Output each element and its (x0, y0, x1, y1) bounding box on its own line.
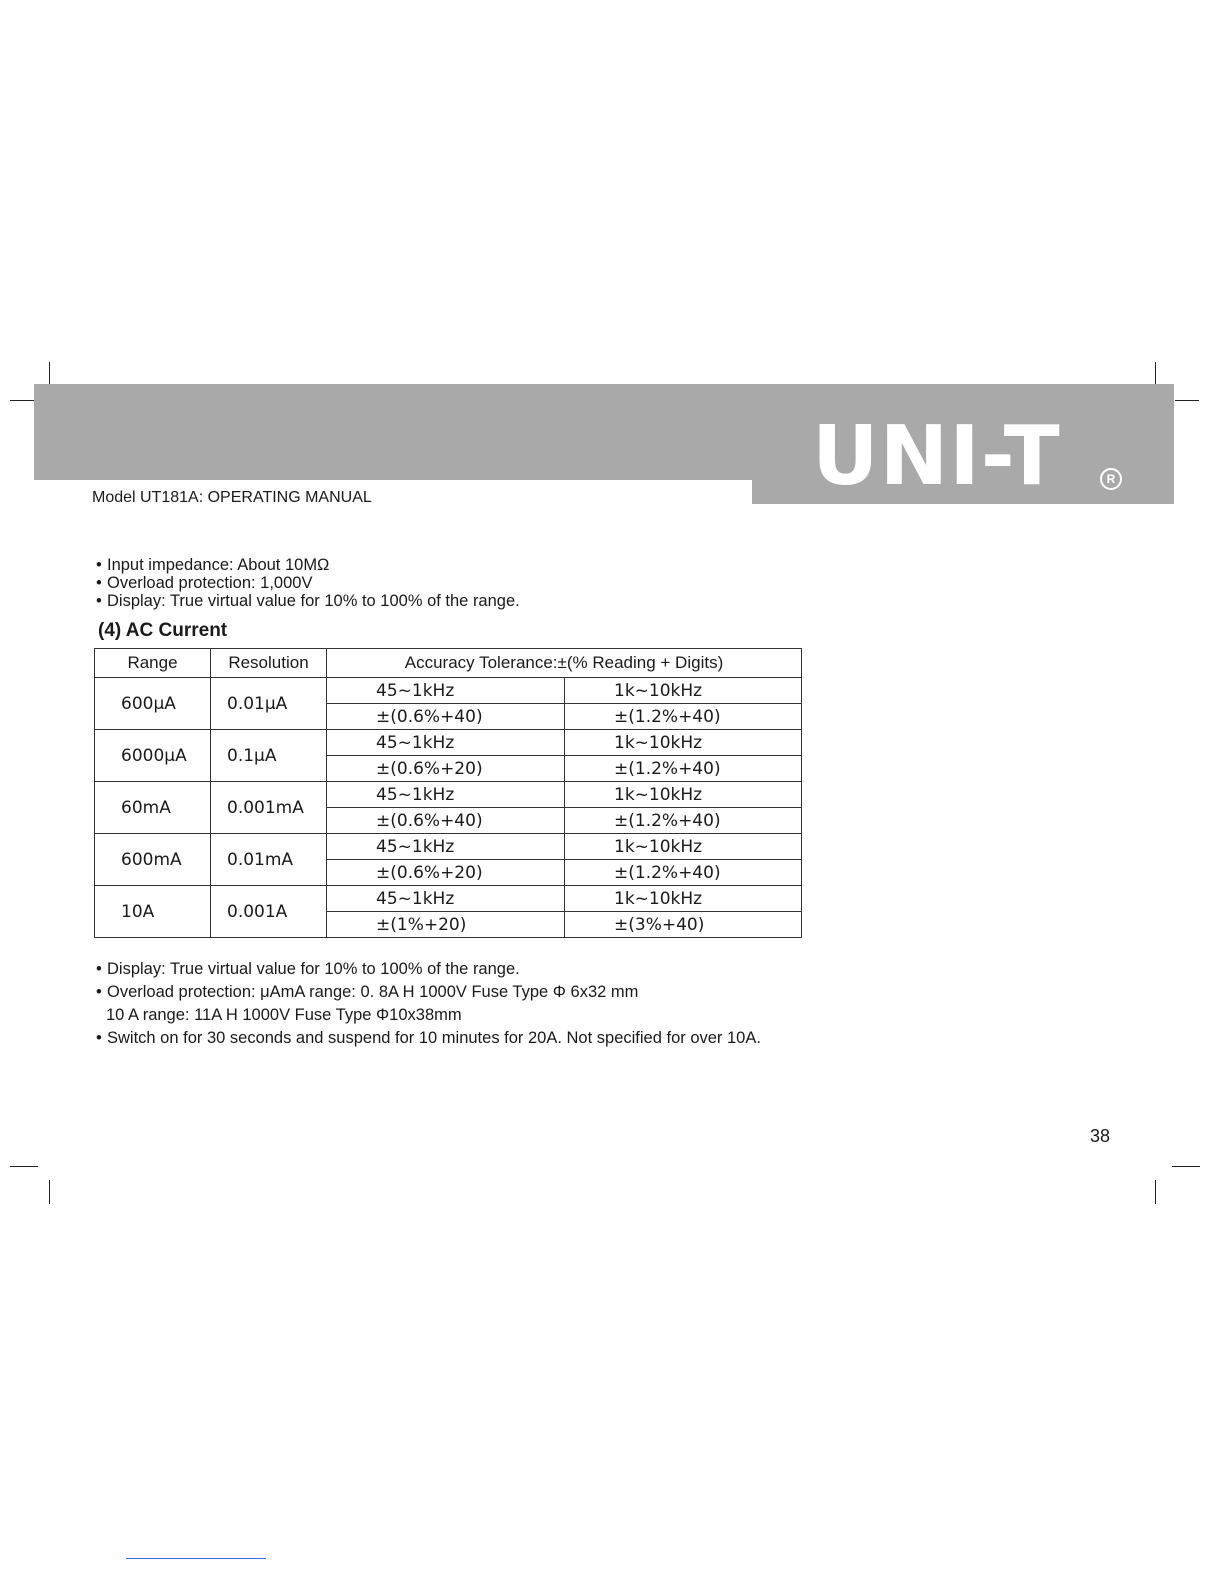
resolution-cell: 0.01μA (211, 678, 327, 730)
table-row (95, 834, 802, 860)
accuracy-cell: ±(1%+20) (327, 912, 565, 938)
accuracy-cell: ±(3%+40) (565, 912, 802, 938)
bullet-item: • Display: True virtual value for 10% to 100% of the range. (96, 960, 520, 978)
accuracy-cell: ±(0.6%+20) (327, 756, 565, 782)
resolution-cell: 0.001mA (211, 782, 327, 834)
footer-link-rule (126, 1558, 266, 1559)
crop-mark (49, 362, 50, 384)
freq-cell: 45~1kHz (327, 782, 565, 808)
resolution-cell: 0.01mA (211, 834, 327, 886)
accuracy-cell: ±(0.6%+40) (327, 704, 565, 730)
table-row (95, 730, 802, 756)
ac-current-table (94, 648, 802, 938)
range-cell: 60mA (95, 782, 211, 834)
bullet-continuation: 10 A range: 11A H 1000V Fuse Type Φ10x38mm (106, 1006, 462, 1024)
crop-mark (1155, 1180, 1156, 1204)
freq-cell: 1k~10kHz (565, 834, 802, 860)
brand-logo: UNI-T (812, 409, 1061, 504)
accuracy-cell: ±(1.2%+40) (565, 704, 802, 730)
notes-list (96, 958, 761, 1050)
freq-cell: 45~1kHz (327, 678, 565, 704)
bullet-item: • Switch on for 30 seconds and suspend for 10 minutes for 20A. Not specified for over 10A. (96, 1029, 761, 1047)
header-resolution: Resolution (211, 649, 327, 678)
page-number: 38 (1090, 1126, 1111, 1146)
registered-mark: R (1100, 468, 1122, 490)
table-header-row (95, 649, 802, 678)
crop-mark (1175, 400, 1199, 401)
range-cell: 600μA (95, 678, 211, 730)
bullet-item: • Input impedance: About 10MΩ (96, 556, 330, 574)
crop-mark (1155, 362, 1156, 384)
header-accuracy: Accuracy Tolerance:±(% Reading + Digits) (327, 649, 802, 678)
table-row (95, 782, 802, 808)
resolution-cell: 0.001A (211, 886, 327, 938)
crop-mark (10, 400, 34, 401)
crop-mark (49, 1180, 50, 1204)
model-line: Model UT181A: OPERATING MANUAL (92, 489, 372, 506)
crop-mark (10, 1166, 38, 1167)
bullet-item: • Display: True virtual value for 10% to 100% of the range. (96, 592, 520, 610)
accuracy-cell: ±(0.6%+20) (327, 860, 565, 886)
freq-cell: 1k~10kHz (565, 678, 802, 704)
section-title: (4) AC Current (98, 620, 228, 641)
accuracy-cell: ±(0.6%+40) (327, 808, 565, 834)
resolution-cell: 0.1μA (211, 730, 327, 782)
freq-cell: 1k~10kHz (565, 730, 802, 756)
freq-cell: 45~1kHz (327, 834, 565, 860)
range-cell: 10A (95, 886, 211, 938)
accuracy-cell: ±(1.2%+40) (565, 860, 802, 886)
range-cell: 6000μA (95, 730, 211, 782)
freq-cell: 45~1kHz (327, 886, 565, 912)
bullet-item: • Overload protection: 1,000V (96, 574, 313, 592)
header-range: Range (95, 649, 211, 678)
intro-bullet-list (96, 556, 520, 610)
accuracy-cell: ±(1.2%+40) (565, 756, 802, 782)
freq-cell: 45~1kHz (327, 730, 565, 756)
crop-mark (1172, 1166, 1200, 1167)
freq-cell: 1k~10kHz (565, 886, 802, 912)
table-row (95, 886, 802, 912)
accuracy-cell: ±(1.2%+40) (565, 808, 802, 834)
range-cell: 600mA (95, 834, 211, 886)
bullet-item: • Overload protection: μAmA range: 0. 8A H 1000V Fuse Type Φ 6x32 mm (96, 983, 639, 1001)
freq-cell: 1k~10kHz (565, 782, 802, 808)
table-row (95, 678, 802, 704)
